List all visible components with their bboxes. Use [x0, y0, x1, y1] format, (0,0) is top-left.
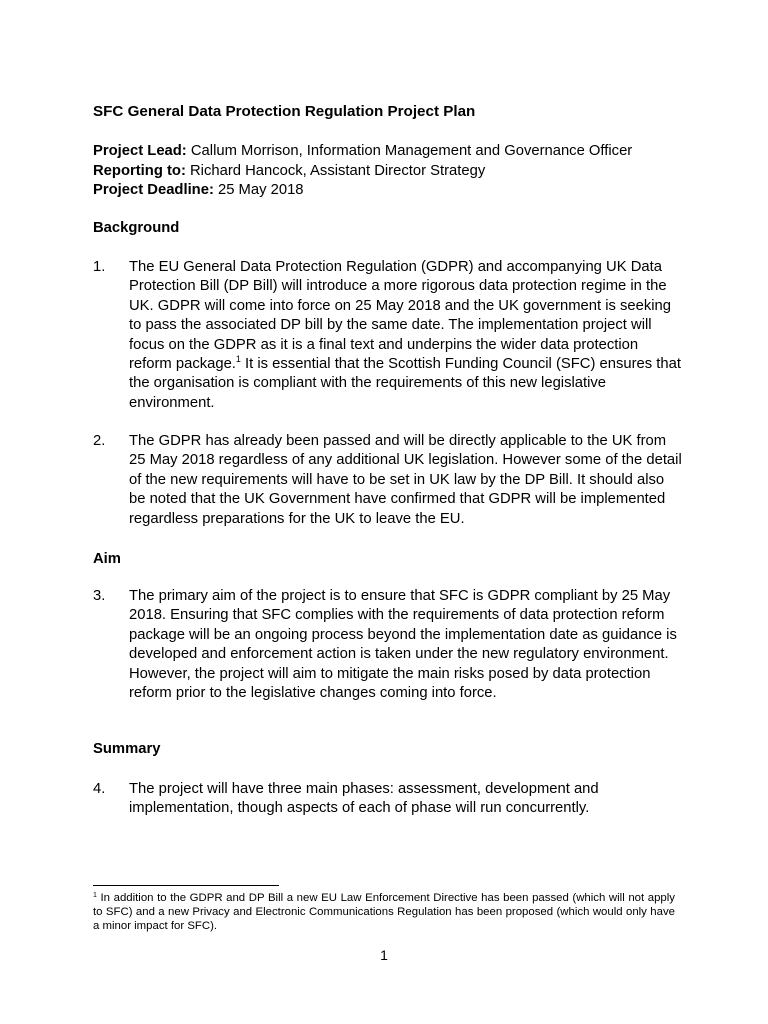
- meta-label: Project Lead:: [93, 143, 187, 159]
- paragraph-number: 3.: [93, 588, 106, 604]
- heading-aim: Aim: [93, 551, 121, 567]
- footnote-reference[interactable]: 1: [235, 354, 241, 365]
- meta-value: 25 May 2018: [213, 182, 304, 199]
- paragraph-number: 4.: [93, 781, 106, 797]
- meta-value: Richard Hancock, Assistant Director Strategy: [185, 162, 486, 179]
- paragraph-text: The primary aim of the project is to ensure that SFC is GDPR compliant by 25 May 2018. Ensuring that SFC complies with the requirements of data protection reform package will be an ongoing process beyond the implementation date as guidance is developed and enforcement action is taken under the new regulatory environment. However, the project will aim to mitigate the main risks posed by data protection reform prior to the legislative changes coming into force.: [129, 588, 677, 702]
- meta-value: Callum Morrison, Information Management and Governance Officer: [186, 143, 633, 159]
- paragraph-text: The project will have three main phases: assessment, development and implementation, though aspects of each of phase will run concurrently.: [129, 781, 599, 817]
- paragraph-number: 1.: [93, 259, 106, 275]
- paragraph-text: [129, 258, 683, 413]
- paragraph-text-part: The EU General Data Protection Regulation (GDPR) and accompanying UK Data Protection Bill (DP Bill) will introduce a more rigorous data protection regime in the UK. GDPR will come into force on 25 May 2018 and the UK government is seeking to pass the associated DP bill by the same date. The implementation project will focus on the GDPR as it is a final text and underpins the wider data protection reform package.: [129, 259, 671, 373]
- meta-project-deadline: [93, 181, 632, 201]
- project-meta: [93, 142, 632, 201]
- heading-background: Background: [93, 220, 180, 236]
- footnote: [93, 892, 675, 934]
- meta-project-lead: [93, 142, 632, 162]
- document-title: SFC General Data Protection Regulation Project Plan: [93, 103, 476, 120]
- paragraph-4: [93, 780, 683, 819]
- footnote-mark: 1: [93, 892, 97, 899]
- paragraph-3: [93, 587, 683, 703]
- footnote-separator: [93, 885, 279, 886]
- meta-label: Project Deadline:: [93, 182, 214, 199]
- page-number: 1: [380, 947, 388, 963]
- footnote-text: In addition to the GDPR and DP Bill a new EU Law Enforcement Directive has been passed (which will not apply to SFC) and a new Privacy and Electronic Communications Regulation has been proposed (which would only have a minor impact for SFC).: [93, 892, 675, 932]
- paragraph-1: [93, 258, 683, 413]
- meta-reporting-to: [93, 162, 632, 182]
- meta-label: Reporting to:: [93, 162, 186, 179]
- paragraph-text: The GDPR has already been passed and will be directly applicable to the UK from 25 May 2018 regardless of any additional UK legislation. However some of the detail of the new requirements will have to be set in UK law by the DP Bill. It should also be noted that the UK Government have confirmed that GDPR will be implemented regardless preparations for the UK to leave the EU.: [129, 433, 682, 527]
- paragraph-2: [93, 432, 683, 529]
- heading-summary: Summary: [93, 741, 161, 757]
- paragraph-number: 2.: [93, 433, 106, 449]
- paragraph-text-part: It is essential that the Scottish Funding Council (SFC) ensures that the organisation is compliant with the requirements of this new legislative environment.: [129, 356, 681, 411]
